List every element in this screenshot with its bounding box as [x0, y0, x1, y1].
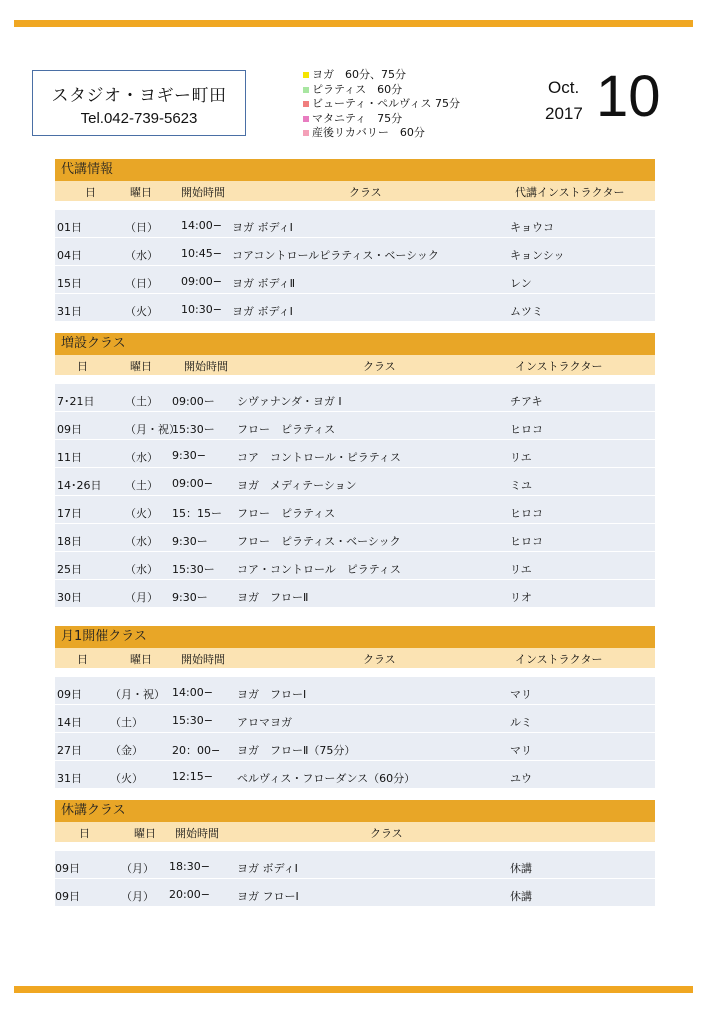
cell-class: シヴァナンダ・ヨガ I	[237, 395, 342, 408]
cell-weekday: （土）	[110, 716, 143, 729]
column-header: クラス	[363, 360, 396, 373]
cell-day: 17日	[57, 507, 82, 520]
column-header: 曜日	[134, 827, 156, 840]
studio-info-box	[32, 70, 246, 136]
cell-day: 25日	[57, 563, 82, 576]
cell-start-time: 12:15−	[172, 770, 213, 783]
cell-day: 31日	[57, 772, 82, 785]
cell-class: ヨガ ボディI	[232, 221, 293, 234]
section-title: 月1開催クラス	[55, 626, 655, 648]
cell-start-time: 10:30−	[181, 303, 222, 316]
table-row	[55, 760, 655, 788]
cell-start-time: 09:00ー	[172, 395, 215, 408]
cell-instructor: ミユ	[510, 479, 532, 492]
cell-weekday: （金）	[110, 744, 143, 757]
cell-day: 01日	[57, 221, 82, 234]
legend-swatch	[303, 87, 309, 93]
schedule-section	[55, 333, 655, 607]
cell-instructor: ユウ	[510, 772, 532, 785]
cell-instructor: リエ	[510, 451, 532, 464]
cell-day: 27日	[57, 744, 82, 757]
cell-day: 30日	[57, 591, 82, 604]
date-year: 2017	[545, 104, 583, 123]
legend-swatch	[303, 101, 309, 107]
date-month: Oct.	[548, 78, 580, 97]
column-header-row	[55, 648, 655, 668]
cell-instructor: レン	[510, 277, 532, 290]
cell-class: ヨガ フローⅡ	[237, 591, 309, 604]
legend-item	[303, 97, 460, 112]
cell-weekday: （月）	[121, 890, 154, 903]
schedule-section	[55, 626, 655, 788]
cell-weekday: （土）	[125, 479, 158, 492]
studio-tel: Tel.042-739-5623	[80, 110, 198, 127]
cell-start-time: 20：00−	[172, 744, 221, 757]
cell-start-time: 15：15ー	[172, 507, 222, 520]
column-header: 開始時間	[175, 827, 219, 840]
column-header: 代講インストラクター	[515, 186, 625, 199]
cell-instructor: キョンシッ	[510, 249, 565, 262]
column-header: 開始時間	[184, 360, 228, 373]
bottom-accent-bar	[14, 986, 693, 993]
column-header-row	[55, 822, 655, 842]
table-row	[55, 439, 655, 467]
column-header: 日	[79, 827, 90, 840]
cell-weekday: （水）	[125, 535, 158, 548]
cell-class: ヨガ ボディI	[237, 862, 298, 875]
table-row	[55, 523, 655, 551]
cell-day: 14日	[57, 716, 82, 729]
cell-start-time: 20:00−	[169, 888, 210, 901]
column-header: クラス	[349, 186, 382, 199]
column-header: 曜日	[130, 186, 152, 199]
table-row	[55, 411, 655, 439]
column-header: 開始時間	[181, 186, 225, 199]
cell-instructor: ヒロコ	[510, 423, 543, 436]
cell-class: アロマヨガ	[237, 716, 292, 729]
legend-label: ヨガ 60分、75分	[312, 68, 406, 81]
legend-swatch	[303, 72, 309, 78]
cell-start-time: 9:30ー	[172, 535, 208, 548]
table-row	[55, 579, 655, 607]
schedule-section	[55, 159, 655, 321]
column-header: 曜日	[130, 653, 152, 666]
legend-label: ビューティ・ペルヴィス 75分	[312, 97, 460, 110]
column-header: インストラクター	[515, 653, 603, 666]
cell-start-time: 15:30−	[172, 714, 213, 727]
studio-name: スタジオ・ヨギー町田	[51, 86, 227, 105]
column-header: 開始時間	[181, 653, 225, 666]
date-day: 10	[596, 64, 661, 129]
table-row	[55, 383, 655, 411]
cell-day: 09日	[57, 423, 82, 436]
cell-day: 14･26日	[57, 479, 102, 492]
cell-weekday: （土）	[125, 395, 158, 408]
cell-weekday: （火）	[125, 507, 158, 520]
cell-weekday: （火）	[125, 305, 158, 318]
cell-start-time: 15:30ー	[172, 563, 215, 576]
cell-weekday: （水）	[125, 451, 158, 464]
cell-day: 11日	[57, 451, 82, 464]
table-row	[55, 265, 655, 293]
column-header: 曜日	[130, 360, 152, 373]
cell-day: 09日	[55, 862, 80, 875]
cell-instructor: キョウコ	[510, 221, 554, 234]
table-row	[55, 237, 655, 265]
cell-instructor: 休講	[510, 890, 532, 903]
section-spacer	[55, 842, 655, 850]
section-spacer	[55, 201, 655, 209]
table-row	[55, 878, 655, 906]
cell-class: フロー ピラティス・ベーシック	[237, 535, 401, 548]
cell-day: 09日	[55, 890, 80, 903]
cell-weekday: （日）	[125, 277, 158, 290]
cell-start-time: 09:00−	[172, 477, 213, 490]
table-row	[55, 293, 655, 321]
cell-class: コア・コントロール ピラティス	[237, 563, 401, 576]
table-row	[55, 467, 655, 495]
table-row	[55, 209, 655, 237]
cell-class: フロー ピラティス	[237, 507, 336, 520]
cell-weekday: （月・祝）	[110, 688, 165, 701]
legend-label: ピラティス 60分	[312, 82, 403, 96]
legend-item	[303, 83, 460, 98]
cell-instructor: チアキ	[510, 395, 543, 408]
table-row	[55, 850, 655, 878]
legend-label: 産後リカバリー 60分	[312, 126, 425, 139]
table-row	[55, 676, 655, 704]
column-header-row	[55, 181, 655, 201]
column-header: 日	[77, 360, 88, 373]
section-title: 増設クラス	[55, 333, 655, 355]
cell-class: ヨガ メディテーション	[237, 479, 357, 492]
cell-start-time: 18:30−	[169, 860, 210, 873]
table-row	[55, 732, 655, 760]
cell-start-time: 15:30ー	[172, 423, 215, 436]
cell-instructor: ヒロコ	[510, 507, 543, 520]
table-row	[55, 704, 655, 732]
legend-item	[303, 68, 460, 83]
cell-weekday: （水）	[125, 249, 158, 262]
table-row	[55, 551, 655, 579]
cell-start-time: 14:00−	[172, 686, 213, 699]
cell-class: フロー ピラティス	[237, 423, 336, 436]
cell-weekday: （月）	[125, 591, 158, 604]
cell-instructor: ヒロコ	[510, 535, 543, 548]
section-title: 休講クラス	[55, 800, 655, 822]
cell-instructor: ルミ	[510, 716, 532, 729]
cell-class: ペルヴィス・フローダンス（60分）	[237, 772, 416, 785]
cell-class: ヨガ フローI	[237, 890, 299, 903]
cell-weekday: （日）	[125, 221, 158, 234]
class-legend	[303, 68, 460, 141]
cell-day: 15日	[57, 277, 82, 290]
column-header: クラス	[363, 653, 396, 666]
cell-instructor: リオ	[510, 591, 532, 604]
cell-start-time: 9:30−	[172, 449, 206, 462]
cell-day: 09日	[57, 688, 82, 701]
cell-class: コアコントロールピラティス・ベーシック	[232, 249, 439, 262]
section-title: 代講情報	[55, 159, 655, 181]
column-header-row	[55, 355, 655, 375]
cell-weekday: （水）	[125, 563, 158, 576]
legend-item	[303, 112, 460, 127]
cell-class: コア コントロール・ピラティス	[237, 451, 401, 464]
cell-day: 18日	[57, 535, 82, 548]
table-row	[55, 495, 655, 523]
cell-instructor: リエ	[510, 563, 532, 576]
cell-instructor: ムツミ	[510, 305, 543, 318]
cell-day: 31日	[57, 305, 82, 318]
column-header: インストラクター	[515, 360, 603, 373]
cell-class: ヨガ フローⅡ（75分）	[237, 744, 356, 757]
cell-start-time: 09:00−	[181, 275, 222, 288]
cell-weekday: （月・祝）	[125, 423, 180, 436]
section-spacer	[55, 375, 655, 383]
column-header: 日	[85, 186, 96, 199]
cell-weekday: （火）	[110, 772, 143, 785]
column-header: 日	[77, 653, 88, 666]
legend-swatch	[303, 116, 309, 122]
schedule-section	[55, 800, 655, 906]
cell-class: ヨガ フローI	[237, 688, 307, 701]
legend-item	[303, 126, 460, 141]
column-header: クラス	[370, 827, 403, 840]
cell-start-time: 9:30ー	[172, 591, 208, 604]
cell-instructor: マリ	[510, 744, 532, 757]
cell-class: ヨガ ボディI	[232, 305, 293, 318]
top-accent-bar	[14, 20, 693, 27]
cell-weekday: （月）	[121, 862, 154, 875]
cell-instructor: マリ	[510, 688, 532, 701]
section-spacer	[55, 668, 655, 676]
legend-label: マタニティ 75分	[312, 111, 403, 125]
cell-start-time: 10:45−	[181, 247, 222, 260]
cell-day: 7･21日	[57, 395, 95, 408]
cell-day: 04日	[57, 249, 82, 262]
cell-start-time: 14:00−	[181, 219, 222, 232]
legend-swatch	[303, 130, 309, 136]
cell-class: ヨガ ボディⅡ	[232, 277, 296, 290]
cell-instructor: 休講	[510, 862, 532, 875]
